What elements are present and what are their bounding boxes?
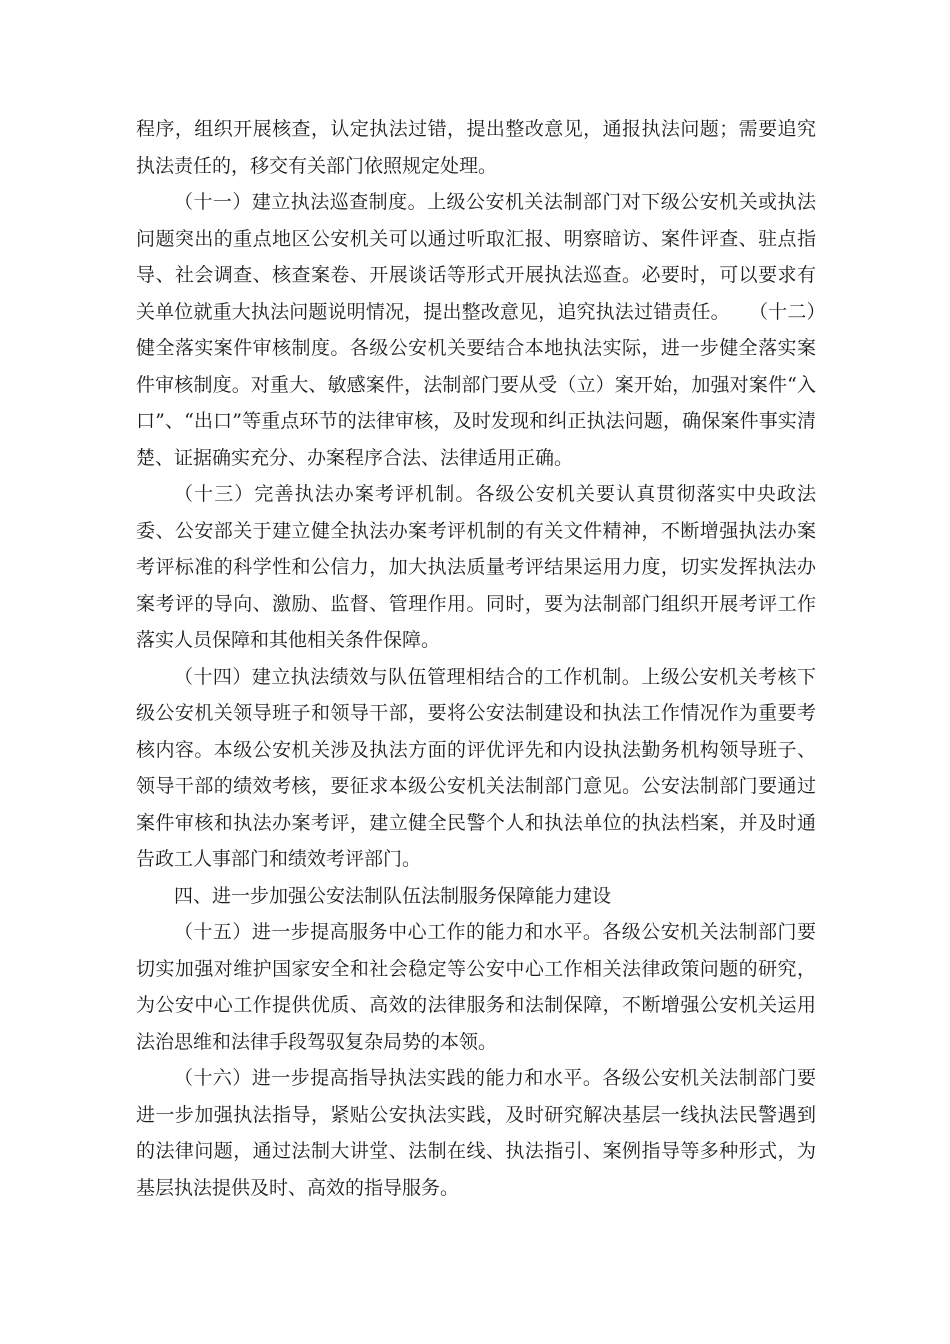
paragraph-section-16: （十六）进一步提高指导执法实践的能力和水平。各级公安机关法制部门要进一步加强执法指导，紧贴公安执法实践，及时研究解决基层一线执法民警遇到的法律问题，通过法制大讲堂、法制在线、执法指引、案例指导等多种形式，为基层执法提供及时、高效的指导服务。 [136,1067,816,1199]
document-page [136,111,816,1206]
section-heading-4: 四、进一步加强公安法制队伍法制服务保障能力建设 [174,884,612,907]
paragraph-continuation: 程序，组织开展核查，认定执法过错，提出整改意见，通报执法问题；需要追究执法责任的，移交有关部门依照规定处理。 [136,118,816,177]
paragraph-section-14: （十四）建立执法绩效与队伍管理相结合的工作机制。上级公安机关考核下级公安机关领导班子和领导干部，要将公安法制建设和执法工作情况作为重要考核内容。本级公安机关涉及执法方面的评优评先和内设执法勤务机构领导班子、领导干部的绩效考核，要征求本级公安机关法制部门意见。公安法制部门要通过案件审核和执法办案考评，建立健全民警个人和执法单位的执法档案，并及时通告政工人事部门和绩效考评部门。 [136,665,816,870]
paragraph-section-15: （十五）进一步提高服务中心工作的能力和水平。各级公安机关法制部门要切实加强对维护国家安全和社会稳定等公安中心工作相关法律政策问题的研究，为公安中心工作提供优质、高效的法律服务和法制保障，不断增强公安机关运用法治思维和法律手段驾驭复杂局势的本领。 [136,921,816,1053]
paragraph-section-11-12: （十一）建立执法巡查制度。上级公安机关法制部门对下级公安机关或执法问题突出的重点地区公安机关可以通过听取汇报、明察暗访、案件评查、驻点指导、社会调查、核查案卷、开展谈话等形式开展执法巡查。必要时，可以要求有关单位就重大执法问题说明情况，提出整改意见，追究执法过错责任。 （十二）健全落实案件审核制度。各级公安机关要结合本地执法实际，进一步健全落实案件审核制度。对重大、敏感案件，法制部门要从受（立）案开始，加强对案件“入口”、“出口”等重点环节的法律审核，及时发现和纠正执法问题，确保案件事实清楚、证据确实充分、办案程序合法、法律适用正确。 [136,191,816,469]
paragraph-section-13: （十三）完善执法办案考评机制。各级公安机关要认真贯彻落实中央政法委、公安部关于建立健全执法办案考评机制的有关文件精神，不断增强执法办案考评标准的科学性和公信力，加大执法质量考评结果运用力度，切实发挥执法办案考评的导向、激励、监督、管理作用。同时，要为法制部门组织开展考评工作落实人员保障和其他相关条件保障。 [136,483,816,651]
